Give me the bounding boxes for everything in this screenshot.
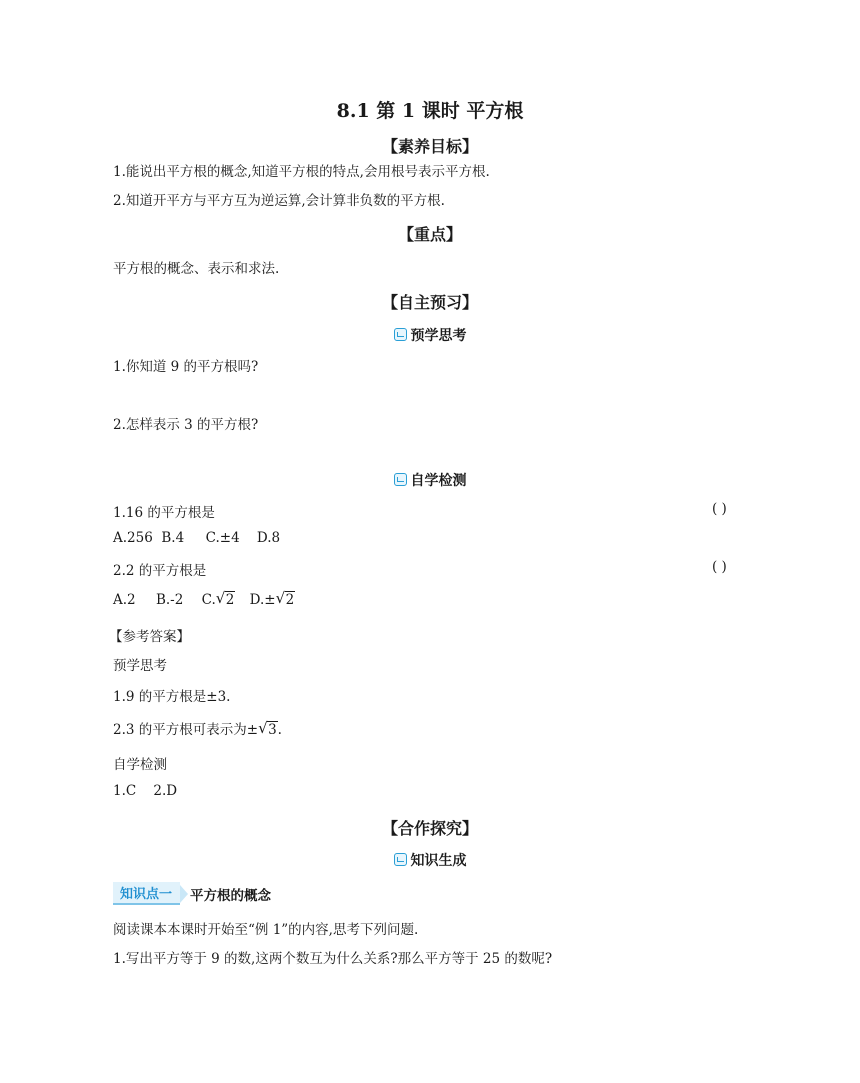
check-question-2-options <box>113 589 295 608</box>
goal-item-1: 1.能说出平方根的概念,知道平方根的特点,会用根号表示平方根. <box>113 164 490 180</box>
answer-blank-2: ( ) <box>712 559 727 575</box>
answers-heading: 【参考答案】 <box>109 629 190 645</box>
knowledge-point-title: 平方根的概念 <box>190 887 272 904</box>
book-icon <box>394 328 407 341</box>
check-question-1: 1.16 的平方根是 <box>113 505 215 521</box>
answer-2: 2.3 的平方根可表示为± √ 3. <box>113 719 282 738</box>
check-question-1-options: A.256 B.4 C.±4 D.8 <box>113 530 281 546</box>
reading-instruction: 阅读课本本课时开始至“例 1”的内容,思考下列问题. <box>113 922 419 938</box>
sub-heading-knowledge: 知识生成 <box>0 850 860 870</box>
tag-arrow-icon <box>180 885 188 903</box>
sqrt-symbol: √ 2 <box>275 589 295 608</box>
page-title: 8.1 第 1 课时 平方根 <box>336 100 524 122</box>
section-heading-cooperate: 【合作探究】 <box>381 819 478 838</box>
knowledge-point-tag: 知识点一 <box>113 882 180 905</box>
option-d: D.± √ 2 <box>249 589 295 608</box>
sqrt-symbol: √ 2 <box>215 589 235 608</box>
answers-check-label: 自学检测 <box>113 757 167 773</box>
answers-think-label: 预学思考 <box>113 658 167 674</box>
option-c: C. √ 2 <box>201 589 235 608</box>
answer-blank-1: ( ) <box>712 501 727 517</box>
knowledge-point <box>113 882 271 905</box>
sub-heading-think: 预学思考 <box>0 325 860 345</box>
document-icon <box>394 853 407 866</box>
answers-check-values: 1.C 2.D <box>113 783 178 799</box>
think-question-2: 2.怎样表示 3 的平方根? <box>113 417 259 433</box>
cooperate-question-1: 1.写出平方等于 9 的数,这两个数互为什么关系?那么平方等于 25 的数呢? <box>113 951 553 967</box>
sqrt-symbol: √ 3 <box>258 719 277 738</box>
section-heading-goals: 【素养目标】 <box>381 137 478 156</box>
section-heading-preview: 【自主预习】 <box>381 293 478 312</box>
goal-item-2: 2.知道开平方与平方互为逆运算,会计算非负数的平方根. <box>113 193 445 209</box>
section-heading-key: 【重点】 <box>397 225 462 244</box>
check-question-2: 2.2 的平方根是 <box>113 563 207 579</box>
think-question-1: 1.你知道 9 的平方根吗? <box>113 359 259 375</box>
option-b: B.-2 <box>155 592 184 608</box>
option-a: A.2 <box>113 592 136 608</box>
checklist-icon <box>394 473 407 486</box>
key-text: 平方根的概念、表示和求法. <box>113 261 280 277</box>
sub-heading-check: 自学检测 <box>0 470 860 490</box>
answer-1: 1.9 的平方根是±3. <box>113 689 231 705</box>
